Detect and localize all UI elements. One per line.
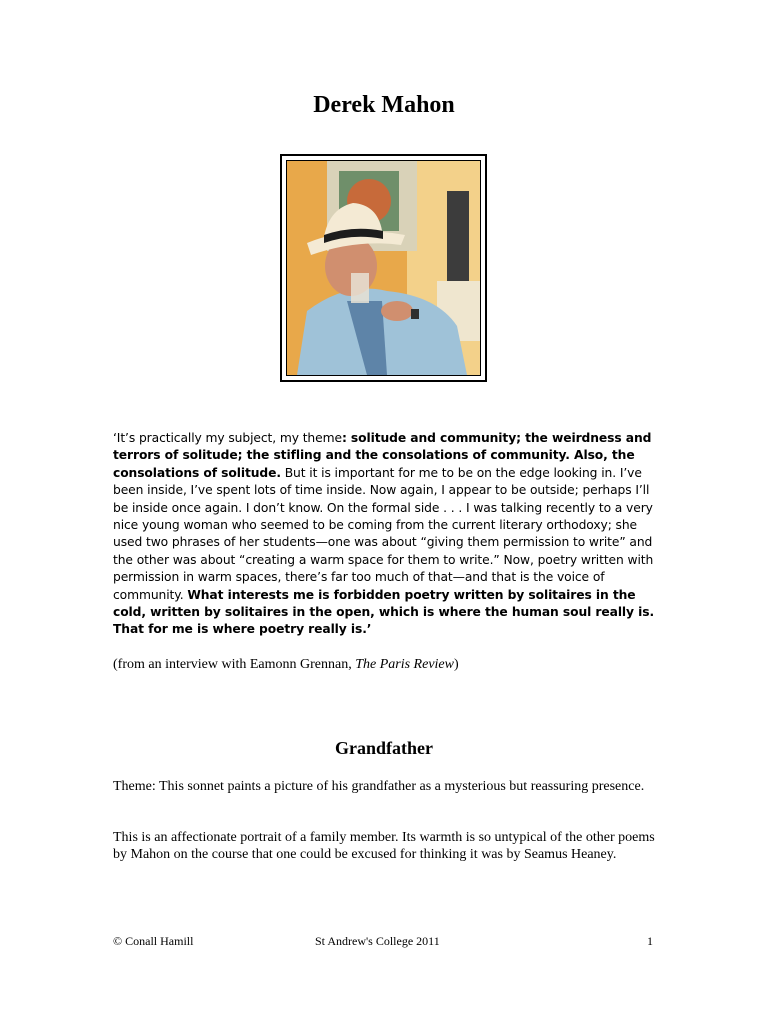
- footer-school: St Andrew's College 2011: [315, 934, 440, 948]
- portrait-photo-icon: [287, 161, 480, 375]
- quote-bold-2: What interests me is forbidden poetry written by solitaires in the cold, written by solitaires in the open, which is where the human soul really is. That for me is where poetry really is.’: [113, 587, 655, 637]
- footer-author: © Conall Hamill: [113, 934, 194, 948]
- page-title: Derek Mahon: [313, 92, 455, 118]
- section-title: Grandfather: [335, 738, 433, 758]
- author-quote: [113, 430, 658, 639]
- quote-bold-1: : solitude and community; the weirdness and terrors of solitude; the stifling and the consolations of community. Also, the consolations of solitude.: [113, 431, 652, 480]
- quote-part-2: But it is important for me to be on the edge looking in. I’ve been inside, I’ve spent lots of time inside. Now again, I appear to be outside; perhaps I’ll be inside once again. I don’t know. On the formal side . . . I was talking recently to a very nice young woman who seemed to be coming from the current literary orthodoxy; she used two phrases of her students—one was about “giving them permission to write” and the other was about “creating a warm space for them to write.” Now, poetry written with permission in warm spaces, there’s far too much of that—and that is the voice of community.: [113, 465, 654, 602]
- source-suffix: ): [453, 657, 459, 672]
- footer-page-number: 1: [647, 934, 653, 948]
- quote-part-1: ‘It’s practically my subject, my theme: [113, 431, 342, 445]
- source-prefix: (from an interview with Eamonn Grennan,: [113, 657, 356, 672]
- quote-source: [113, 656, 658, 673]
- portrait-paragraph: This is an affectionate portrait of a family member. Its warmth is so untypical of the other poems by Mahon on the course that one could be excused for thinking it was by Seamus Heaney.: [113, 830, 655, 863]
- theme-paragraph: Theme: This sonnet paints a picture of his grandfather as a mysterious but reassuring presence.: [113, 779, 645, 794]
- source-publication: The Paris Review: [355, 657, 454, 672]
- author-photo: [280, 154, 487, 382]
